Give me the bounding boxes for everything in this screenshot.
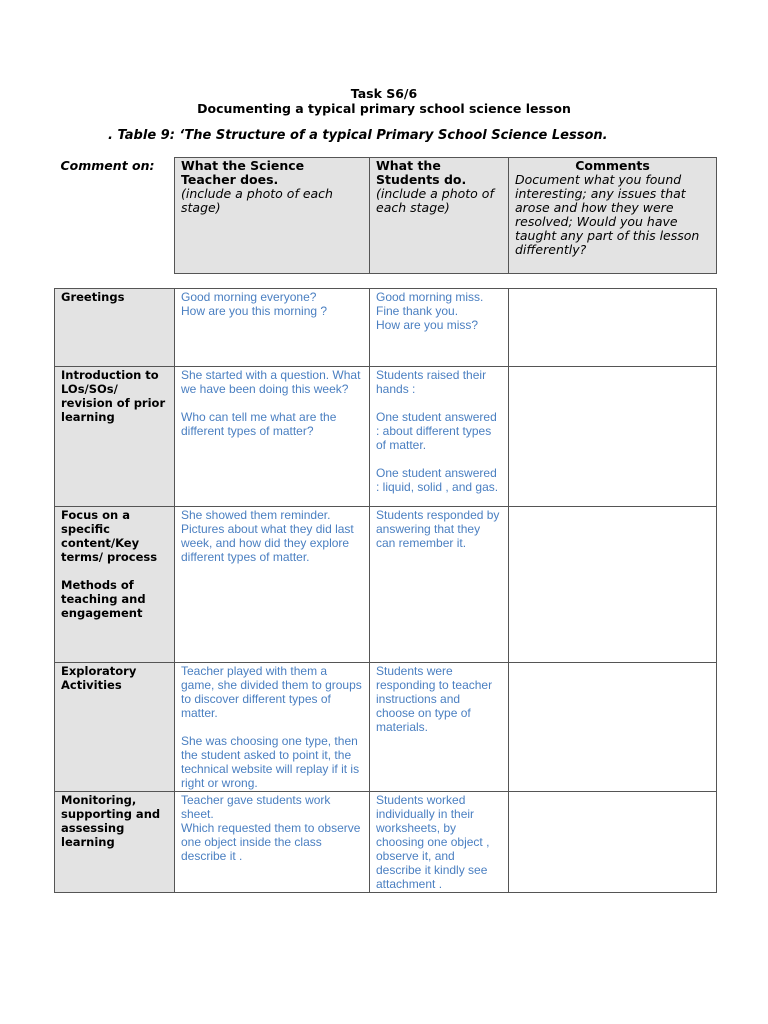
teacher-cell xyxy=(175,792,370,893)
lesson-stage-row xyxy=(55,289,717,367)
stage-label: Focus on a specific content/Key terms/ process xyxy=(61,508,158,564)
students-cell xyxy=(370,289,509,367)
teacher-text: Teacher played with them a game, she divided them to groups to discover different types of matter. xyxy=(181,664,362,720)
row-spacer xyxy=(55,274,717,289)
paragraph-spacer xyxy=(181,720,363,734)
teacher-text: Good morning everyone? xyxy=(181,290,317,304)
comments-cell[interactable] xyxy=(509,663,717,792)
teacher-text: Which requested them to observe one object inside the class describe it . xyxy=(181,821,361,863)
teacher-text: Who can tell me what are the different types of matter? xyxy=(181,410,337,438)
students-text: Good morning miss. xyxy=(376,290,484,304)
students-cell xyxy=(370,792,509,893)
teacher-text: She was choosing one type, then the student asked to point it, the technical website will replay if it is right or wrong. xyxy=(181,734,360,790)
students-text: Students responded by answering that they can remember it. xyxy=(376,508,500,550)
teacher-text: She showed them reminder. Pictures about what they did last week, and how did they explore different types of matter. xyxy=(181,508,354,564)
students-text: Fine thank you. xyxy=(376,304,459,318)
task-label: Task S6/6 xyxy=(350,86,418,101)
teacher-column-note: (include a photo of each stage) xyxy=(181,186,333,215)
students-column-note: (include a photo of each stage) xyxy=(376,186,494,215)
teacher-cell xyxy=(175,289,370,367)
stage-label-cell xyxy=(55,663,175,792)
stage-label: Introduction to LOs/SOs/ revision of prior learning xyxy=(61,368,166,424)
comments-column-header xyxy=(509,158,717,274)
comments-cell[interactable] xyxy=(509,289,717,367)
comments-column-note: Document what you found interesting; any issues that arose and how they were resolved; Would you have taught any part of this lesson differently? xyxy=(515,172,700,257)
comments-column-title: Comments xyxy=(575,158,650,173)
students-cell xyxy=(370,663,509,792)
paragraph-spacer xyxy=(376,396,502,410)
stage-label: Methods of teaching and engagement xyxy=(61,578,146,620)
comment-on-cell xyxy=(55,158,175,274)
stage-label: Exploratory Activities xyxy=(61,664,137,692)
lesson-stage-row xyxy=(55,367,717,507)
teacher-text: She started with a question. What we have been doing this week? xyxy=(181,368,361,396)
stage-label-cell xyxy=(55,289,175,367)
students-text: Students worked individually in their worksheets, by choosing one object , observe it, and describe it kindly see attachment . xyxy=(376,793,490,891)
teacher-column-title: What the Science Teacher does. xyxy=(181,158,305,187)
comment-on-label: Comment on: xyxy=(60,157,155,173)
lesson-structure-table xyxy=(54,157,717,893)
header-row xyxy=(55,158,717,274)
stage-label: Monitoring, supporting and assessing learning xyxy=(61,793,161,849)
paragraph-spacer xyxy=(376,452,502,466)
stage-label: Greetings xyxy=(61,290,125,304)
stage-label-cell xyxy=(55,507,175,663)
students-text: Students were responding to teacher instructions and choose on type of materials. xyxy=(376,664,493,734)
teacher-column-header xyxy=(175,158,370,274)
teacher-cell xyxy=(175,507,370,663)
document-header xyxy=(0,86,768,116)
students-text: How are you miss? xyxy=(376,318,479,332)
lesson-stage-row xyxy=(55,507,717,663)
document-title: Documenting a typical primary school science lesson xyxy=(197,101,571,116)
teacher-text: How are you this morning ? xyxy=(181,304,328,318)
students-cell xyxy=(370,507,509,663)
comments-cell[interactable] xyxy=(509,792,717,893)
teacher-text: Teacher gave students work sheet. xyxy=(181,793,331,821)
lesson-stage-row xyxy=(55,663,717,792)
students-text: One student answered : about different types of matter. xyxy=(376,410,497,452)
lesson-stage-row xyxy=(55,792,717,893)
students-column-title: What the Students do. xyxy=(376,158,467,187)
paragraph-spacer xyxy=(61,564,168,578)
teacher-cell xyxy=(175,367,370,507)
students-text: One student answered : liquid, solid , and gas. xyxy=(376,466,499,494)
paragraph-spacer xyxy=(181,396,363,410)
stage-label-cell xyxy=(55,367,175,507)
stage-label-cell xyxy=(55,792,175,893)
teacher-cell xyxy=(175,663,370,792)
table-caption: . Table 9: ‘The Structure of a typical Primary School Science Lesson. xyxy=(108,128,608,143)
comments-cell[interactable] xyxy=(509,367,717,507)
comments-cell[interactable] xyxy=(509,507,717,663)
students-text: Students raised their hands : xyxy=(376,368,487,396)
students-cell xyxy=(370,367,509,507)
students-column-header xyxy=(370,158,509,274)
